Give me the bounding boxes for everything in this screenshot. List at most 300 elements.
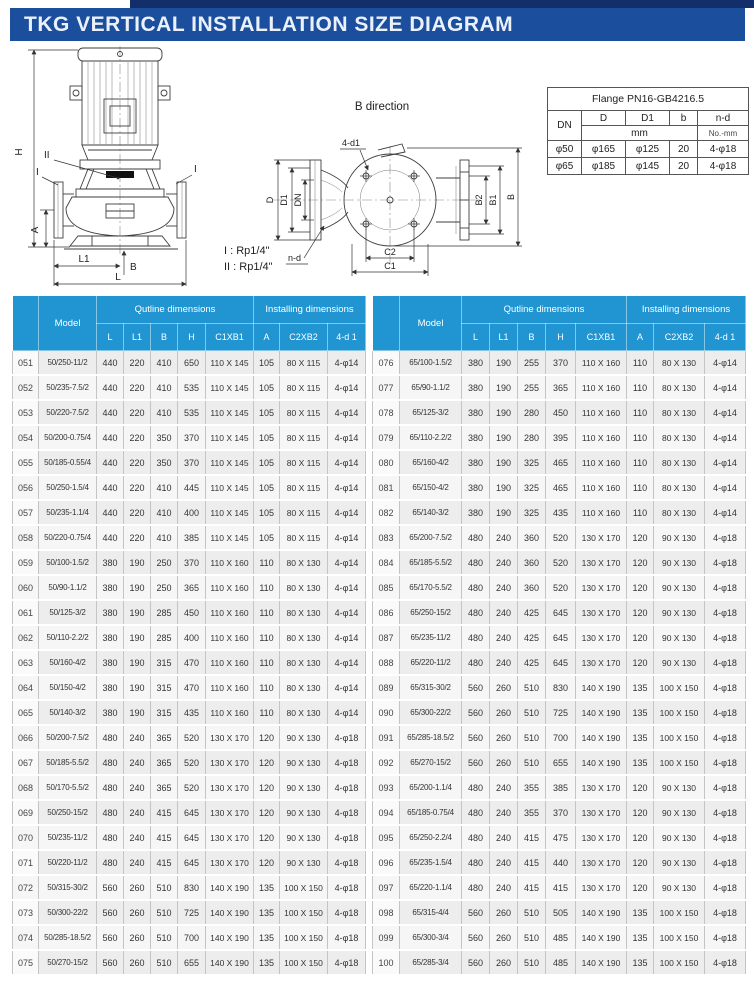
data-cell: 520 [546, 575, 576, 600]
data-cell: 560 [462, 675, 490, 700]
flange-col-d: D [582, 111, 626, 126]
row-number-cell: 061 [13, 600, 39, 625]
data-cell: 220 [124, 500, 151, 525]
data-cell: 4-φ14 [328, 550, 366, 575]
table-row [373, 550, 746, 575]
data-cell: 4-φ14 [328, 575, 366, 600]
pump-front-view-drawing [8, 44, 236, 294]
data-cell: 4-φ18 [328, 900, 366, 925]
thread-notes [224, 243, 273, 275]
data-cell: 135 [627, 925, 654, 950]
table-row [373, 875, 746, 900]
data-cell: 50/235-11/2 [39, 825, 97, 850]
data-cell: 360 [518, 575, 546, 600]
row-number-cell: 100 [373, 950, 400, 975]
data-cell: 510 [151, 900, 178, 925]
data-cell: 260 [124, 875, 151, 900]
data-cell: 50/200-0.75/4 [39, 425, 97, 450]
data-cell: 130 X 170 [576, 550, 627, 575]
data-cell: 4-φ18 [705, 650, 746, 675]
table-row [373, 475, 746, 500]
data-cell: 65/235-11/2 [400, 625, 462, 650]
data-cell: 100 X 150 [654, 700, 705, 725]
data-cell: 480 [462, 850, 490, 875]
data-cell: 415 [518, 875, 546, 900]
data-cell: 100 X 150 [280, 950, 328, 975]
page-title: TKG VERTICAL INSTALLATION SIZE DIAGRAM [10, 8, 745, 41]
data-cell: 100 X 150 [280, 875, 328, 900]
data-cell: 90 X 130 [280, 750, 328, 775]
data-cell: 4-φ18 [328, 850, 366, 875]
data-cell: 4-φ18 [705, 600, 746, 625]
data-cell: 120 [254, 725, 280, 750]
dim-h-label: H [14, 148, 25, 156]
data-cell: 110 [254, 575, 280, 600]
data-cell: 450 [546, 400, 576, 425]
row-number-cell: 088 [373, 650, 400, 675]
data-cell: 260 [490, 725, 518, 750]
table-row [13, 525, 366, 550]
data-cell: 120 [627, 550, 654, 575]
data-cell: 50/185-5.5/2 [39, 750, 97, 775]
data-cell: 240 [490, 525, 518, 550]
data-cell: 80 X 130 [654, 425, 705, 450]
data-cell: 410 [151, 525, 178, 550]
row-number-cell: 064 [13, 675, 39, 700]
data-cell: 90 X 130 [280, 850, 328, 875]
data-cell: 135 [627, 900, 654, 925]
data-cell: 80 X 115 [280, 351, 328, 376]
data-cell: 110 [627, 450, 654, 475]
data-cell: 140 X 190 [206, 925, 254, 950]
table-row [13, 650, 366, 675]
data-cell: 380 [97, 600, 124, 625]
data-cell: 50/110-2.2/2 [39, 625, 97, 650]
data-cell: 510 [518, 950, 546, 975]
data-cell: 440 [97, 525, 124, 550]
table-row [13, 425, 366, 450]
data-cell: 80 X 130 [654, 500, 705, 525]
data-cell: 4-φ14 [328, 475, 366, 500]
data-cell: 100 X 150 [654, 675, 705, 700]
installing-dimensions-header: Installing dimensions [627, 296, 746, 324]
column-header: H [546, 324, 576, 351]
data-cell: 560 [462, 925, 490, 950]
flange-table-title: Flange PN16-GB4216.5 [548, 88, 749, 111]
column-header: B [151, 324, 178, 351]
data-cell: 380 [462, 400, 490, 425]
data-cell: 355 [518, 775, 546, 800]
data-cell: 120 [627, 525, 654, 550]
row-number-cell: 087 [373, 625, 400, 650]
data-cell: 80 X 130 [280, 625, 328, 650]
data-cell: 120 [254, 750, 280, 775]
data-cell: 4-φ14 [705, 375, 746, 400]
data-cell: 560 [97, 900, 124, 925]
table-row [13, 775, 366, 800]
data-cell: 50/170-5.5/2 [39, 775, 97, 800]
data-cell: 135 [254, 900, 280, 925]
data-cell: 190 [124, 650, 151, 675]
table-row [373, 625, 746, 650]
data-cell: 110 X 145 [206, 525, 254, 550]
row-number-header [13, 296, 39, 351]
data-cell: 4-φ18 [705, 800, 746, 825]
tap-i-right-label: I [194, 164, 197, 175]
data-cell: 110 [254, 550, 280, 575]
table-row [13, 400, 366, 425]
data-cell: 480 [462, 600, 490, 625]
data-cell: 465 [546, 450, 576, 475]
data-cell: 50/220-11/2 [39, 850, 97, 875]
data-cell: 510 [518, 675, 546, 700]
flange-col-b: b [670, 111, 698, 126]
data-cell: 80 X 130 [280, 575, 328, 600]
data-cell: 510 [518, 925, 546, 950]
data-cell: 560 [462, 700, 490, 725]
data-cell: 120 [627, 850, 654, 875]
data-cell: 65/100-1.5/2 [400, 351, 462, 376]
data-cell: 4-φ18 [328, 750, 366, 775]
b-direction-title: B direction [354, 101, 410, 113]
row-number-cell: 067 [13, 750, 39, 775]
data-cell: 120 [627, 875, 654, 900]
data-cell: 560 [462, 750, 490, 775]
data-cell: 80 X 130 [280, 650, 328, 675]
data-cell: 4-φ18 [705, 700, 746, 725]
data-cell: 50/150-4/2 [39, 675, 97, 700]
row-number-cell: 059 [13, 550, 39, 575]
data-cell: 480 [462, 625, 490, 650]
row-number-cell: 091 [373, 725, 400, 750]
dim-a-label: A [30, 226, 41, 234]
column-header: A [627, 324, 654, 351]
row-number-cell: 071 [13, 850, 39, 875]
data-cell: 4-φ14 [328, 525, 366, 550]
row-number-cell: 051 [13, 351, 39, 376]
data-cell: 80 X 115 [280, 425, 328, 450]
row-number-cell: 054 [13, 425, 39, 450]
row-number-cell: 066 [13, 725, 39, 750]
data-cell: 480 [462, 550, 490, 575]
data-cell: 480 [97, 725, 124, 750]
row-number-cell: 089 [373, 675, 400, 700]
column-header: 4-d 1 [705, 324, 746, 351]
data-cell: 400 [178, 625, 206, 650]
data-cell: 130 X 170 [206, 750, 254, 775]
data-cell: 90 X 130 [280, 725, 328, 750]
data-cell: 190 [124, 550, 151, 575]
data-cell: 350 [151, 450, 178, 475]
data-cell: 20 [670, 141, 698, 158]
data-cell: 110 X 160 [206, 550, 254, 575]
data-cell: 435 [546, 500, 576, 525]
data-cell: 135 [254, 950, 280, 975]
data-cell: 190 [490, 351, 518, 376]
data-cell: 365 [151, 750, 178, 775]
data-cell: 480 [462, 875, 490, 900]
data-cell: 260 [124, 950, 151, 975]
data-cell: 190 [490, 450, 518, 475]
row-number-cell: 078 [373, 400, 400, 425]
data-cell: 140 X 190 [206, 950, 254, 975]
flange-col-nd: n-d [698, 111, 749, 126]
data-cell: 4-φ18 [705, 950, 746, 975]
data-cell: 260 [124, 900, 151, 925]
row-number-cell: 085 [373, 575, 400, 600]
data-cell: 645 [546, 625, 576, 650]
data-cell: 480 [462, 575, 490, 600]
tap-i-left-label: I [36, 167, 39, 178]
data-cell: 4-φ14 [328, 700, 366, 725]
row-number-cell: 098 [373, 900, 400, 925]
data-cell: 465 [546, 475, 576, 500]
data-cell: 4-φ18 [328, 925, 366, 950]
data-cell: 360 [518, 525, 546, 550]
data-cell: 700 [546, 725, 576, 750]
data-cell: 450 [178, 600, 206, 625]
data-cell: 135 [627, 750, 654, 775]
data-cell: 120 [627, 775, 654, 800]
data-cell: 240 [124, 800, 151, 825]
data-cell: 80 X 115 [280, 400, 328, 425]
data-cell: 285 [151, 625, 178, 650]
data-cell: 560 [462, 950, 490, 975]
data-cell: 440 [97, 450, 124, 475]
table-row [373, 525, 746, 550]
dim-b-label: B [130, 262, 137, 273]
data-cell: 120 [627, 650, 654, 675]
row-number-cell: 096 [373, 850, 400, 875]
data-cell: 220 [124, 475, 151, 500]
data-cell: 50/220-0.75/4 [39, 525, 97, 550]
data-cell: 135 [254, 875, 280, 900]
data-cell: 120 [254, 800, 280, 825]
table-row [548, 141, 749, 158]
data-cell: 240 [490, 825, 518, 850]
outline-dimensions-header: Qutline dimensions [462, 296, 627, 324]
data-cell: 425 [518, 600, 546, 625]
data-cell: 90 X 130 [654, 625, 705, 650]
data-cell: 4-φ14 [705, 500, 746, 525]
table-row [373, 351, 746, 376]
row-number-cell: 090 [373, 700, 400, 725]
data-cell: 80 X 130 [654, 351, 705, 376]
data-cell: 520 [546, 550, 576, 575]
data-cell: 140 X 190 [576, 750, 627, 775]
data-cell: 415 [518, 825, 546, 850]
row-number-cell: 075 [13, 950, 39, 975]
data-cell: 50/125-3/2 [39, 600, 97, 625]
data-cell: 505 [546, 900, 576, 925]
data-cell: 65/315-30/2 [400, 675, 462, 700]
data-cell: 80 X 115 [280, 375, 328, 400]
data-cell: 240 [124, 825, 151, 850]
data-cell: 240 [490, 800, 518, 825]
data-cell: 380 [97, 650, 124, 675]
data-cell: 220 [124, 525, 151, 550]
data-cell: 135 [627, 700, 654, 725]
data-cell: 110 X 145 [206, 375, 254, 400]
column-header: 4-d 1 [328, 324, 366, 351]
data-cell: 325 [518, 475, 546, 500]
column-header: L1 [124, 324, 151, 351]
data-cell: 645 [546, 650, 576, 675]
data-cell: 65/185-5.5/2 [400, 550, 462, 575]
table-row [13, 950, 366, 975]
data-cell: 280 [518, 425, 546, 450]
table-row [373, 600, 746, 625]
data-cell: 130 X 170 [576, 625, 627, 650]
data-cell: 240 [490, 575, 518, 600]
dim-c1-label: C1 [384, 261, 396, 271]
data-cell: 120 [627, 825, 654, 850]
data-cell: 110 [254, 600, 280, 625]
data-cell: 4-φ14 [705, 351, 746, 376]
table-row [373, 800, 746, 825]
data-cell: 425 [518, 650, 546, 675]
data-cell: 110 X 145 [206, 500, 254, 525]
data-cell: 110 X 160 [206, 575, 254, 600]
data-cell: 90 X 130 [654, 875, 705, 900]
data-cell: 90 X 130 [280, 775, 328, 800]
row-number-cell: 072 [13, 875, 39, 900]
data-cell: 110 X 160 [576, 500, 627, 525]
table-row [373, 750, 746, 775]
data-cell: 135 [254, 925, 280, 950]
data-cell: 105 [254, 475, 280, 500]
data-cell: 50/140-3/2 [39, 700, 97, 725]
data-cell: 4-φ14 [328, 650, 366, 675]
column-header: C1XB1 [576, 324, 627, 351]
data-cell: 110 X 145 [206, 450, 254, 475]
data-cell: 830 [546, 675, 576, 700]
data-cell: 80 X 130 [654, 450, 705, 475]
dim-dn-label: DN [293, 193, 303, 207]
data-cell: 50/300-22/2 [39, 900, 97, 925]
data-cell: φ165 [582, 141, 626, 158]
data-cell: 645 [178, 850, 206, 875]
data-cell: 415 [546, 875, 576, 900]
data-cell: 140 X 190 [576, 925, 627, 950]
data-cell: 4-φ14 [328, 625, 366, 650]
dim-b-label: B [506, 193, 516, 201]
data-cell: 220 [124, 400, 151, 425]
data-cell: 80 X 130 [654, 400, 705, 425]
data-cell: 260 [490, 750, 518, 775]
column-header: L [97, 324, 124, 351]
data-cell: 100 X 150 [654, 750, 705, 775]
data-cell: 380 [462, 475, 490, 500]
row-number-cell: 074 [13, 925, 39, 950]
data-cell: 4-φ14 [328, 675, 366, 700]
table-row [373, 650, 746, 675]
table-row [13, 725, 366, 750]
data-cell: 120 [627, 800, 654, 825]
data-cell: 4-φ14 [328, 425, 366, 450]
row-number-cell: 073 [13, 900, 39, 925]
data-cell: 130 X 170 [576, 800, 627, 825]
data-cell: 80 X 130 [654, 375, 705, 400]
data-cell: 425 [518, 625, 546, 650]
data-cell: 50/250-15/2 [39, 800, 97, 825]
data-cell: 485 [546, 925, 576, 950]
data-cell: 560 [97, 925, 124, 950]
data-cell: 140 X 190 [206, 900, 254, 925]
data-cell: 440 [97, 500, 124, 525]
data-cell: 110 X 160 [206, 700, 254, 725]
table-row [13, 900, 366, 925]
data-cell: 50/160-4/2 [39, 650, 97, 675]
data-cell: 190 [490, 425, 518, 450]
data-cell: 220 [124, 375, 151, 400]
data-cell: 140 X 190 [206, 875, 254, 900]
dim-b1-label: B1 [488, 194, 498, 206]
dimension-table-left-body [13, 351, 366, 976]
data-cell: 4-φ18 [328, 875, 366, 900]
data-cell: 440 [97, 351, 124, 376]
data-cell: 65/285-18.5/2 [400, 725, 462, 750]
row-number-cell: 084 [373, 550, 400, 575]
data-cell: 410 [151, 375, 178, 400]
data-cell: 535 [178, 375, 206, 400]
data-cell: 4-φ18 [705, 875, 746, 900]
data-cell: 4-φ18 [328, 725, 366, 750]
table-row [13, 375, 366, 400]
data-cell: 480 [97, 850, 124, 875]
data-cell: 480 [462, 525, 490, 550]
data-cell: 130 X 170 [206, 825, 254, 850]
data-cell: 105 [254, 400, 280, 425]
data-cell: 4-φ18 [705, 925, 746, 950]
data-cell: 90 X 130 [654, 600, 705, 625]
data-cell: 50/285-18.5/2 [39, 925, 97, 950]
row-number-cell: 065 [13, 700, 39, 725]
data-cell: 260 [490, 700, 518, 725]
data-cell: 480 [97, 775, 124, 800]
data-cell: 355 [518, 800, 546, 825]
data-cell: 240 [124, 725, 151, 750]
data-cell: 380 [462, 375, 490, 400]
row-number-cell: 076 [373, 351, 400, 376]
data-cell: 240 [490, 550, 518, 575]
data-cell: 65/140-3/2 [400, 500, 462, 525]
data-cell: 510 [518, 900, 546, 925]
data-cell: 65/220-1.1/4 [400, 875, 462, 900]
data-cell: 50/185-0.55/4 [39, 450, 97, 475]
data-cell: 90 X 130 [654, 650, 705, 675]
data-cell: 65/170-5.5/2 [400, 575, 462, 600]
data-cell: 240 [490, 850, 518, 875]
data-cell: 190 [124, 700, 151, 725]
data-cell: 410 [151, 400, 178, 425]
table-row [373, 500, 746, 525]
data-cell: 480 [97, 800, 124, 825]
data-cell: 260 [490, 950, 518, 975]
data-cell: 240 [124, 750, 151, 775]
row-number-cell: 060 [13, 575, 39, 600]
data-cell: 130 X 170 [206, 775, 254, 800]
data-cell: 90 X 130 [654, 525, 705, 550]
table-row [13, 675, 366, 700]
data-cell: 4-φ18 [705, 550, 746, 575]
data-cell: 65/270-15/2 [400, 750, 462, 775]
data-cell: 650 [178, 351, 206, 376]
row-number-cell: 079 [373, 425, 400, 450]
data-cell: 190 [124, 625, 151, 650]
row-number-cell: 056 [13, 475, 39, 500]
flange-col-d1: D1 [626, 111, 670, 126]
